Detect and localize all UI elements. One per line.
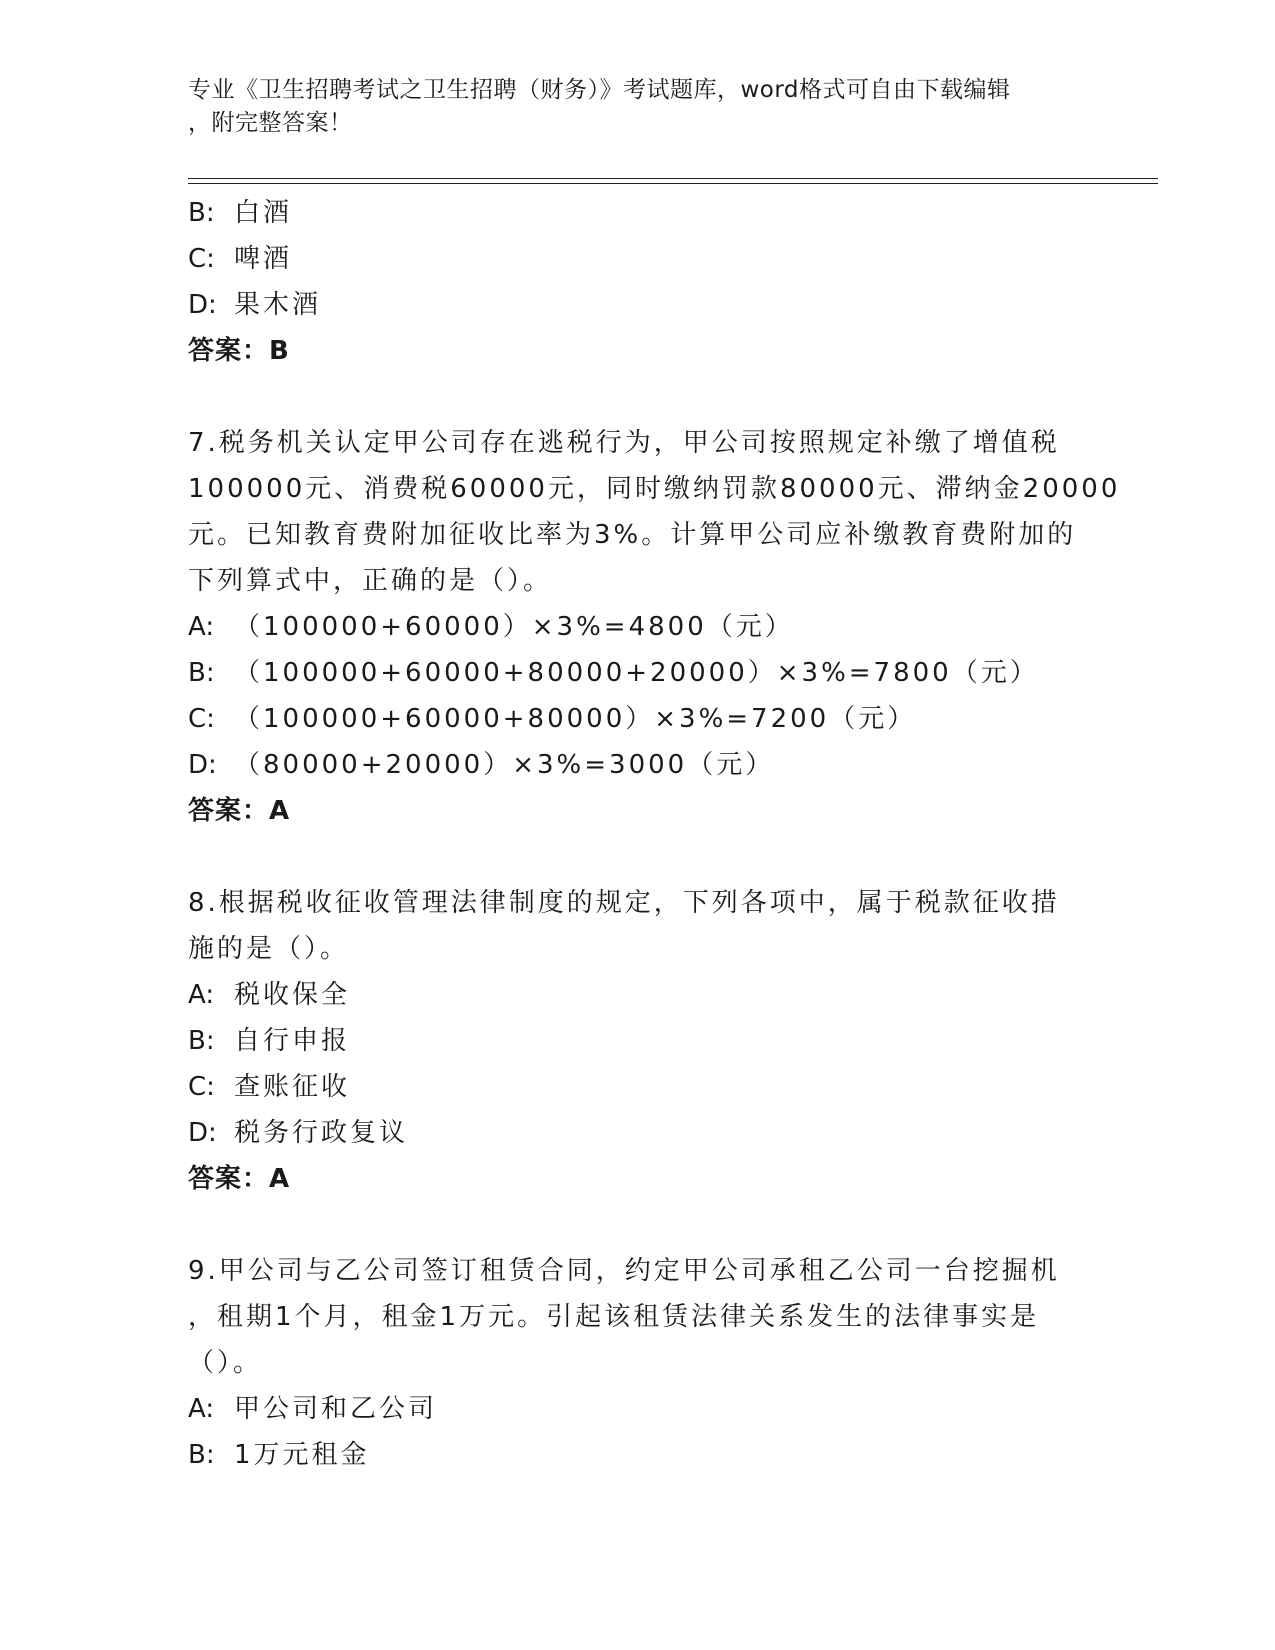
spacer xyxy=(188,834,1068,880)
option-b xyxy=(188,1018,1068,1064)
option-text: （100000+60000）×3%=4800（元） xyxy=(234,612,794,642)
option-b xyxy=(188,650,1068,696)
option-c xyxy=(188,236,1068,282)
answer-line: 答案：A xyxy=(188,796,291,826)
option-b xyxy=(188,1432,1068,1478)
header-title-line-2: ，附完整答案！ xyxy=(188,110,353,136)
option-key: B: xyxy=(188,658,215,688)
option-text: 税收保全 xyxy=(234,980,351,1010)
header-title-line-1: 专业《卫生招聘考试之卫生招聘（财务）》考试题库，word格式可自由下载编辑 xyxy=(188,77,1011,103)
stem-line: 100000元、消费税60000元，同时缴纳罚款80000元、滞纳金20000 xyxy=(188,474,1121,504)
option-key: A: xyxy=(188,612,215,642)
option-key: D: xyxy=(188,750,217,780)
header-divider-top xyxy=(188,178,1158,179)
option-text: 白酒 xyxy=(234,198,293,228)
question-9 xyxy=(188,1248,1068,1478)
option-b xyxy=(188,190,1068,236)
option-d xyxy=(188,742,1068,788)
option-text: （100000+60000+80000）×3%=7200（元） xyxy=(234,704,917,734)
option-c xyxy=(188,1064,1068,1110)
option-key: C: xyxy=(188,704,215,734)
option-text: 查账征收 xyxy=(234,1072,351,1102)
option-text: 税务行政复议 xyxy=(234,1118,409,1148)
option-d xyxy=(188,1110,1068,1156)
option-key: A: xyxy=(188,1394,215,1424)
stem-line: 8.根据税收征收管理法律制度的规定，下列各项中，属于税款征收措 xyxy=(188,888,1060,918)
option-text: 果木酒 xyxy=(234,290,322,320)
stem-line: 下列算式中，正确的是（）。 xyxy=(188,566,553,596)
question-stem xyxy=(188,1248,1068,1386)
option-key: B: xyxy=(188,1026,215,1056)
stem-line: 7.税务机关认定甲公司存在逃税行为，甲公司按照规定补缴了增值税 xyxy=(188,428,1060,458)
option-c xyxy=(188,696,1068,742)
stem-line: （）。 xyxy=(188,1348,263,1378)
stem-line: 9.甲公司与乙公司签订租赁合同，约定甲公司承租乙公司一台挖掘机 xyxy=(188,1256,1060,1286)
option-key: C: xyxy=(188,244,215,274)
question-stem xyxy=(188,420,1121,604)
option-text: 啤酒 xyxy=(234,244,293,274)
spacer xyxy=(188,374,1068,420)
stem-line: ，租期1个月，租金1万元。引起该租赁法律关系发生的法律事实是 xyxy=(188,1302,1040,1332)
option-key: B: xyxy=(188,198,215,228)
option-a xyxy=(188,1386,1068,1432)
option-a xyxy=(188,972,1068,1018)
option-key: A: xyxy=(188,980,215,1010)
stem-line: 施的是（）。 xyxy=(188,934,350,964)
question-stem xyxy=(188,880,1068,972)
option-text: 自行申报 xyxy=(234,1026,351,1056)
question-7 xyxy=(188,420,1121,834)
page-header xyxy=(188,74,1068,140)
option-text: 甲公司和乙公司 xyxy=(234,1394,438,1424)
option-key: B: xyxy=(188,1440,215,1470)
option-a xyxy=(188,604,1068,650)
option-text: （100000+60000+80000+20000）×3%=7800（元） xyxy=(234,658,1039,688)
stem-line: 元。已知教育费附加征收比率为3%。计算甲公司应补缴教育费附加的 xyxy=(188,520,1077,550)
option-text: （80000+20000）×3%=3000（元） xyxy=(234,750,775,780)
header-divider-bottom xyxy=(188,183,1158,184)
option-text: 1万元租金 xyxy=(234,1440,370,1470)
answer-line: 答案：B xyxy=(188,336,290,366)
question-list xyxy=(188,190,1121,1478)
option-key: D: xyxy=(188,290,217,320)
option-key: D: xyxy=(188,1118,217,1148)
spacer xyxy=(188,1202,1068,1248)
option-key: C: xyxy=(188,1072,215,1102)
option-d xyxy=(188,282,1068,328)
question-continued xyxy=(188,190,1068,374)
question-8 xyxy=(188,880,1068,1202)
answer-line: 答案：A xyxy=(188,1164,291,1194)
